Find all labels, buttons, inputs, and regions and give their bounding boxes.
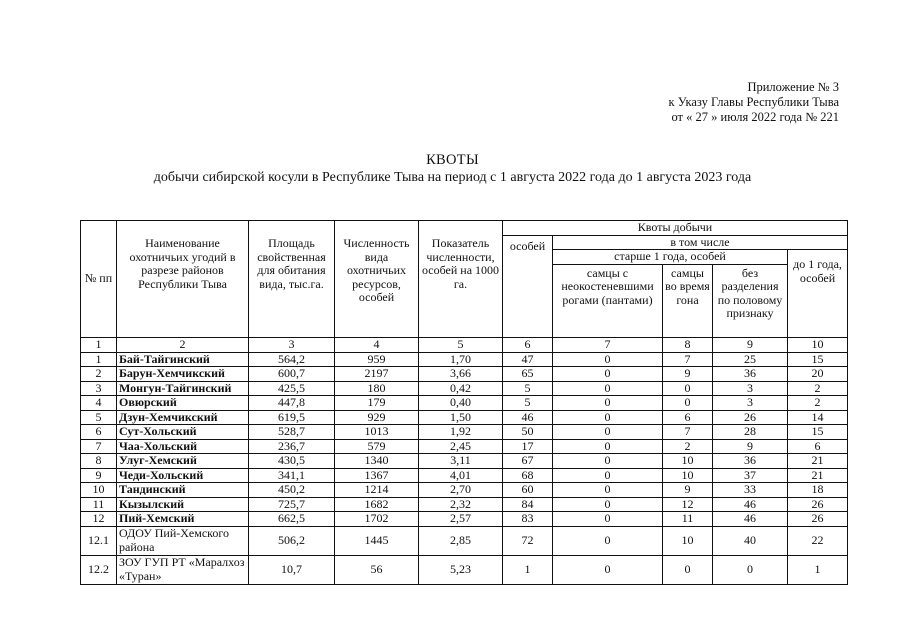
row-density: 1,92 xyxy=(419,425,503,440)
row-area: 564,2 xyxy=(249,352,335,367)
row-total: 60 xyxy=(503,483,553,498)
row-rut: 10 xyxy=(663,468,713,483)
header-quotas: Квоты добычи xyxy=(503,221,848,236)
row-num: 7 xyxy=(81,439,117,454)
row-nosex: 46 xyxy=(713,512,788,527)
row-total: 46 xyxy=(503,410,553,425)
row-area: 725,7 xyxy=(249,497,335,512)
row-population: 1682 xyxy=(335,497,419,512)
row-area: 447,8 xyxy=(249,396,335,411)
row-total: 65 xyxy=(503,367,553,382)
appendix-date: от « 27 » июля 2022 года № 221 xyxy=(671,110,839,124)
row-rut: 9 xyxy=(663,367,713,382)
table-row xyxy=(81,512,848,527)
row-nosex: 28 xyxy=(713,425,788,440)
row-density: 5,23 xyxy=(419,555,503,584)
row-total: 67 xyxy=(503,454,553,469)
row-population: 579 xyxy=(335,439,419,454)
row-name: Сут-Хольский xyxy=(117,425,249,440)
row-total: 84 xyxy=(503,497,553,512)
table-row xyxy=(81,483,848,498)
row-under1: 2 xyxy=(788,381,848,396)
row-nosex: 37 xyxy=(713,468,788,483)
row-rut: 2 xyxy=(663,439,713,454)
row-population: 929 xyxy=(335,410,419,425)
row-total: 72 xyxy=(503,526,553,555)
col-number: 9 xyxy=(713,337,788,352)
row-area: 341,1 xyxy=(249,468,335,483)
row-antlers: 0 xyxy=(553,555,663,584)
row-under1: 1 xyxy=(788,555,848,584)
row-num: 2 xyxy=(81,367,117,382)
row-antlers: 0 xyxy=(553,483,663,498)
row-nosex: 0 xyxy=(713,555,788,584)
row-name: Тандинский xyxy=(117,483,249,498)
row-nosex: 3 xyxy=(713,381,788,396)
row-antlers: 0 xyxy=(553,526,663,555)
row-rut: 6 xyxy=(663,410,713,425)
row-name: Чеди-Хольский xyxy=(117,468,249,483)
row-density: 2,45 xyxy=(419,439,503,454)
row-area: 619,5 xyxy=(249,410,335,425)
row-area: 528,7 xyxy=(249,425,335,440)
row-total: 17 xyxy=(503,439,553,454)
table-row xyxy=(81,555,848,584)
appendix-number: Приложение № 3 xyxy=(747,80,839,94)
row-name: Овюрский xyxy=(117,396,249,411)
row-num: 12.1 xyxy=(81,526,117,555)
row-antlers: 0 xyxy=(553,425,663,440)
row-num: 5 xyxy=(81,410,117,425)
appendix-header xyxy=(669,80,839,125)
header-name: Наименование охотничьих угодий в разрезе районов Республики Тыва xyxy=(117,221,249,338)
row-under1: 15 xyxy=(788,352,848,367)
table-row xyxy=(81,526,848,555)
row-area: 600,7 xyxy=(249,367,335,382)
row-density: 1,70 xyxy=(419,352,503,367)
table-row xyxy=(81,468,848,483)
col-number: 4 xyxy=(335,337,419,352)
row-nosex: 46 xyxy=(713,497,788,512)
row-density: 1,50 xyxy=(419,410,503,425)
row-under1: 22 xyxy=(788,526,848,555)
col-number: 6 xyxy=(503,337,553,352)
row-num: 9 xyxy=(81,468,117,483)
row-area: 10,7 xyxy=(249,555,335,584)
row-under1: 6 xyxy=(788,439,848,454)
col-number: 10 xyxy=(788,337,848,352)
row-population: 2197 xyxy=(335,367,419,382)
row-population: 1013 xyxy=(335,425,419,440)
row-rut: 7 xyxy=(663,352,713,367)
row-nosex: 3 xyxy=(713,396,788,411)
col-number: 2 xyxy=(117,337,249,352)
row-num: 3 xyxy=(81,381,117,396)
row-rut: 0 xyxy=(663,396,713,411)
row-under1: 15 xyxy=(788,425,848,440)
row-population: 1445 xyxy=(335,526,419,555)
row-nosex: 36 xyxy=(713,367,788,382)
row-area: 425,5 xyxy=(249,381,335,396)
row-rut: 0 xyxy=(663,381,713,396)
row-total: 47 xyxy=(503,352,553,367)
table-row xyxy=(81,439,848,454)
header-males-rut: самцы во время гона xyxy=(663,264,713,337)
table-row xyxy=(81,352,848,367)
header-no-sex: без разделения по половому признаку xyxy=(713,264,788,337)
row-rut: 12 xyxy=(663,497,713,512)
row-antlers: 0 xyxy=(553,454,663,469)
row-area: 430,5 xyxy=(249,454,335,469)
header-num: № пп xyxy=(81,221,117,338)
row-nosex: 9 xyxy=(713,439,788,454)
header-population: Численность вида охотничьих ресурсов, особей xyxy=(335,221,419,338)
row-under1: 18 xyxy=(788,483,848,498)
table-row xyxy=(81,396,848,411)
row-under1: 21 xyxy=(788,454,848,469)
row-name: Улуг-Хемский xyxy=(117,454,249,469)
row-name: Монгун-Тайгинский xyxy=(117,381,249,396)
row-area: 450,2 xyxy=(249,483,335,498)
row-name: Барун-Хемчикский xyxy=(117,367,249,382)
col-number: 3 xyxy=(249,337,335,352)
row-population: 1214 xyxy=(335,483,419,498)
title-sub: добычи сибирской косули в Республике Тыва на период с 1 августа 2022 года до 1 августа 2023 года xyxy=(153,170,752,185)
row-total: 5 xyxy=(503,396,553,411)
row-nosex: 33 xyxy=(713,483,788,498)
row-total: 68 xyxy=(503,468,553,483)
row-under1: 21 xyxy=(788,468,848,483)
col-number: 5 xyxy=(419,337,503,352)
table-row xyxy=(81,497,848,512)
row-num: 6 xyxy=(81,425,117,440)
row-antlers: 0 xyxy=(553,381,663,396)
title-main: КВОТЫ xyxy=(426,152,479,168)
row-nosex: 40 xyxy=(713,526,788,555)
row-area: 506,2 xyxy=(249,526,335,555)
row-area: 236,7 xyxy=(249,439,335,454)
row-num: 4 xyxy=(81,396,117,411)
column-numbers-row xyxy=(81,337,848,352)
row-under1: 26 xyxy=(788,512,848,527)
row-antlers: 0 xyxy=(553,497,663,512)
row-name: Бай-Тайгинский xyxy=(117,352,249,367)
row-under1: 26 xyxy=(788,497,848,512)
row-density: 4,01 xyxy=(419,468,503,483)
row-nosex: 26 xyxy=(713,410,788,425)
header-including: в том числе xyxy=(553,235,848,250)
header-area: Площадь свойственная для обитания вида, тыс.га. xyxy=(249,221,335,338)
row-antlers: 0 xyxy=(553,396,663,411)
row-total: 5 xyxy=(503,381,553,396)
row-area: 662,5 xyxy=(249,512,335,527)
row-num: 10 xyxy=(81,483,117,498)
table-row xyxy=(81,381,848,396)
row-rut: 0 xyxy=(663,555,713,584)
row-rut: 10 xyxy=(663,454,713,469)
row-population: 959 xyxy=(335,352,419,367)
row-population: 56 xyxy=(335,555,419,584)
quotas-table xyxy=(80,220,848,585)
row-antlers: 0 xyxy=(553,410,663,425)
table-row xyxy=(81,425,848,440)
row-nosex: 25 xyxy=(713,352,788,367)
row-density: 3,66 xyxy=(419,367,503,382)
row-name: ОДОУ Пий-Хемского района xyxy=(117,526,249,555)
row-density: 2,70 xyxy=(419,483,503,498)
header-total: особей xyxy=(503,235,553,337)
row-density: 0,42 xyxy=(419,381,503,396)
row-population: 180 xyxy=(335,381,419,396)
table-row xyxy=(81,410,848,425)
row-antlers: 0 xyxy=(553,352,663,367)
header-older: старше 1 года, особей xyxy=(553,250,788,265)
row-rut: 11 xyxy=(663,512,713,527)
row-under1: 2 xyxy=(788,396,848,411)
row-total: 1 xyxy=(503,555,553,584)
row-name: ЗОУ ГУП РТ «Маралхоз «Туран» xyxy=(117,555,249,584)
col-number: 7 xyxy=(553,337,663,352)
row-num: 12 xyxy=(81,512,117,527)
header-under1: до 1 года, особей xyxy=(788,250,848,338)
col-number: 1 xyxy=(81,337,117,352)
row-antlers: 0 xyxy=(553,439,663,454)
row-population: 179 xyxy=(335,396,419,411)
header-density: Показатель численности, особей на 1000 га. xyxy=(419,221,503,338)
row-name: Дзун-Хемчикский xyxy=(117,410,249,425)
row-rut: 10 xyxy=(663,526,713,555)
row-rut: 7 xyxy=(663,425,713,440)
header-males-antlers: самцы с неокостеневшими рогами (пантами) xyxy=(553,264,663,337)
col-number: 8 xyxy=(663,337,713,352)
appendix-decree: к Указу Главы Республики Тыва xyxy=(668,95,839,109)
row-name: Пий-Хемский xyxy=(117,512,249,527)
row-nosex: 36 xyxy=(713,454,788,469)
row-density: 3,11 xyxy=(419,454,503,469)
row-rut: 9 xyxy=(663,483,713,498)
table-row xyxy=(81,454,848,469)
row-name: Кызылский xyxy=(117,497,249,512)
row-density: 2,57 xyxy=(419,512,503,527)
row-num: 8 xyxy=(81,454,117,469)
row-density: 2,85 xyxy=(419,526,503,555)
row-total: 50 xyxy=(503,425,553,440)
row-density: 0,40 xyxy=(419,396,503,411)
document-title xyxy=(0,152,905,186)
row-under1: 14 xyxy=(788,410,848,425)
row-total: 83 xyxy=(503,512,553,527)
row-num: 12.2 xyxy=(81,555,117,584)
row-density: 2,32 xyxy=(419,497,503,512)
row-antlers: 0 xyxy=(553,468,663,483)
row-num: 11 xyxy=(81,497,117,512)
row-population: 1702 xyxy=(335,512,419,527)
row-antlers: 0 xyxy=(553,512,663,527)
row-population: 1340 xyxy=(335,454,419,469)
row-under1: 20 xyxy=(788,367,848,382)
table-row xyxy=(81,367,848,382)
row-num: 1 xyxy=(81,352,117,367)
row-antlers: 0 xyxy=(553,367,663,382)
row-population: 1367 xyxy=(335,468,419,483)
row-name: Чаа-Хольский xyxy=(117,439,249,454)
